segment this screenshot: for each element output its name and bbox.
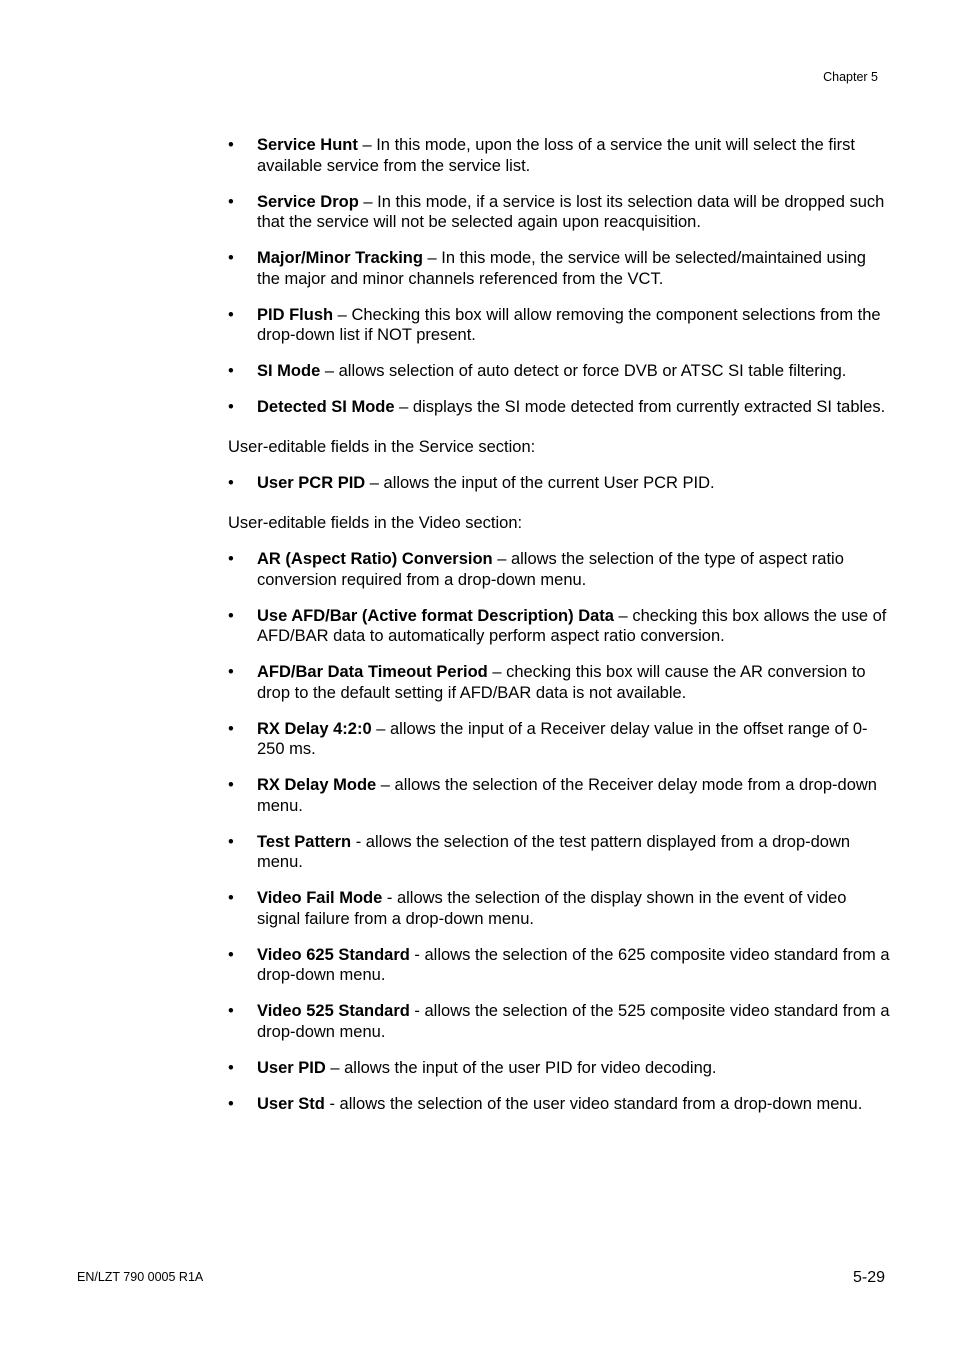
bullet-icon: •: [228, 776, 234, 794]
list-item: [228, 305, 893, 346]
service-mode-list: [228, 135, 893, 418]
video-fields-list: [228, 549, 893, 1114]
bullet-icon: •: [228, 945, 234, 964]
chapter-header: Chapter 5: [823, 70, 878, 84]
page-content: [228, 135, 893, 1130]
bullet-icon: •: [228, 1058, 234, 1077]
bullet-icon: •: [228, 889, 234, 907]
bullet-icon: •: [228, 1002, 234, 1020]
bullet-icon: •: [228, 663, 234, 681]
list-item: [228, 473, 893, 494]
bullet-icon: •: [228, 1094, 234, 1113]
bullet-icon: •: [228, 305, 234, 324]
item-term: PID Flush: [257, 305, 334, 324]
item-term: Test Pattern: [257, 832, 352, 851]
item-description: - allows the selection of the display shown in the event of video signal failure from a drop-down menu.: [257, 889, 847, 928]
item-term: Major/Minor Tracking: [257, 249, 423, 267]
list-item: [228, 945, 893, 986]
item-term: Video 525 Standard: [257, 1002, 410, 1020]
list-item: [228, 1001, 893, 1042]
bullet-icon: •: [228, 362, 234, 380]
page-number: 5-29: [852, 1269, 885, 1286]
bullet-icon: •: [228, 550, 234, 568]
list-item: [228, 606, 893, 647]
item-description: – allows the input of the current User PCR PID.: [365, 474, 715, 492]
item-description: – checking this box allows the use of AFD/BAR data to automatically perform aspect ratio conversion.: [257, 606, 887, 645]
item-description: - allows the selection of the 525 composite video standard from a drop-down menu.: [257, 1002, 890, 1041]
bullet-icon: •: [228, 249, 234, 267]
item-term: User Std: [257, 1094, 325, 1113]
item-description: – allows the selection of the Receiver delay mode from a drop-down menu.: [257, 776, 877, 815]
item-description: – allows the input of a Receiver delay value in the offset range of 0-250 ms.: [257, 719, 868, 758]
service-fields-list: [228, 473, 893, 494]
list-item: [228, 1094, 893, 1115]
item-term: Service Hunt: [257, 136, 358, 154]
item-term: Video 625 Standard: [257, 945, 410, 964]
item-term: User PID: [257, 1058, 326, 1077]
service-section-intro: User-editable fields in the Service section:: [228, 438, 536, 456]
list-item: [228, 192, 893, 233]
list-item: [228, 1058, 893, 1079]
list-item: [228, 135, 893, 176]
item-description: - allows the selection of the test pattern displayed from a drop-down menu.: [257, 832, 851, 871]
item-description: - allows the selection of the 625 composite video standard from a drop-down menu.: [257, 945, 890, 984]
item-term: Service Drop: [257, 192, 359, 211]
video-section-intro: User-editable fields in the Video section:: [228, 514, 523, 532]
item-description: – allows the input of the user PID for video decoding.: [325, 1058, 717, 1077]
item-description: – allows selection of auto detect or force DVB or ATSC SI table filtering.: [320, 362, 847, 380]
list-item: [228, 361, 893, 382]
item-term: SI Mode: [257, 362, 321, 380]
item-description: – In this mode, the service will be selected/maintained using the major and minor channels referenced from the VCT.: [257, 249, 866, 288]
bullet-icon: •: [228, 719, 234, 738]
item-term: AR (Aspect Ratio) Conversion: [257, 550, 493, 568]
list-item: [228, 775, 893, 816]
list-item: [228, 248, 893, 289]
list-item: [228, 662, 893, 703]
item-term: RX Delay 4:2:0: [257, 719, 372, 738]
item-description: - allows the selection of the user video standard from a drop-down menu.: [324, 1094, 863, 1113]
list-item: [228, 397, 893, 418]
item-term: RX Delay Mode: [257, 776, 377, 794]
item-term: Video Fail Mode: [257, 889, 383, 907]
item-term: AFD/Bar Data Timeout Period: [257, 663, 488, 681]
bullet-icon: •: [228, 136, 234, 154]
document-id: EN/LZT 790 0005 R1A: [77, 1270, 204, 1284]
list-item: [228, 549, 893, 590]
list-item: [228, 719, 893, 760]
item-term: Use AFD/Bar (Active format Description) Data: [257, 606, 614, 625]
item-term: User PCR PID: [257, 474, 366, 492]
bullet-icon: •: [228, 606, 234, 625]
item-description: – checking this box will cause the AR conversion to drop to the default setting if AFD/BAR data is not available.: [257, 663, 866, 702]
item-description: – In this mode, if a service is lost its selection data will be dropped such that the service will not be selected again upon reacquisition.: [257, 192, 885, 231]
item-description: – displays the SI mode detected from currently extracted SI tables.: [394, 398, 886, 416]
item-description: – In this mode, upon the loss of a service the unit will select the first available service from the service list.: [257, 136, 855, 175]
item-description: – Checking this box will allow removing the component selections from the drop-down list if NOT present.: [257, 305, 881, 344]
list-item: [228, 832, 893, 873]
bullet-icon: •: [228, 192, 234, 211]
bullet-icon: •: [228, 832, 234, 851]
item-description: – allows the selection of the type of aspect ratio conversion required from a drop-down menu.: [257, 550, 844, 589]
bullet-icon: •: [228, 398, 234, 416]
bullet-icon: •: [228, 474, 234, 492]
item-term: Detected SI Mode: [257, 398, 395, 416]
list-item: [228, 888, 893, 929]
